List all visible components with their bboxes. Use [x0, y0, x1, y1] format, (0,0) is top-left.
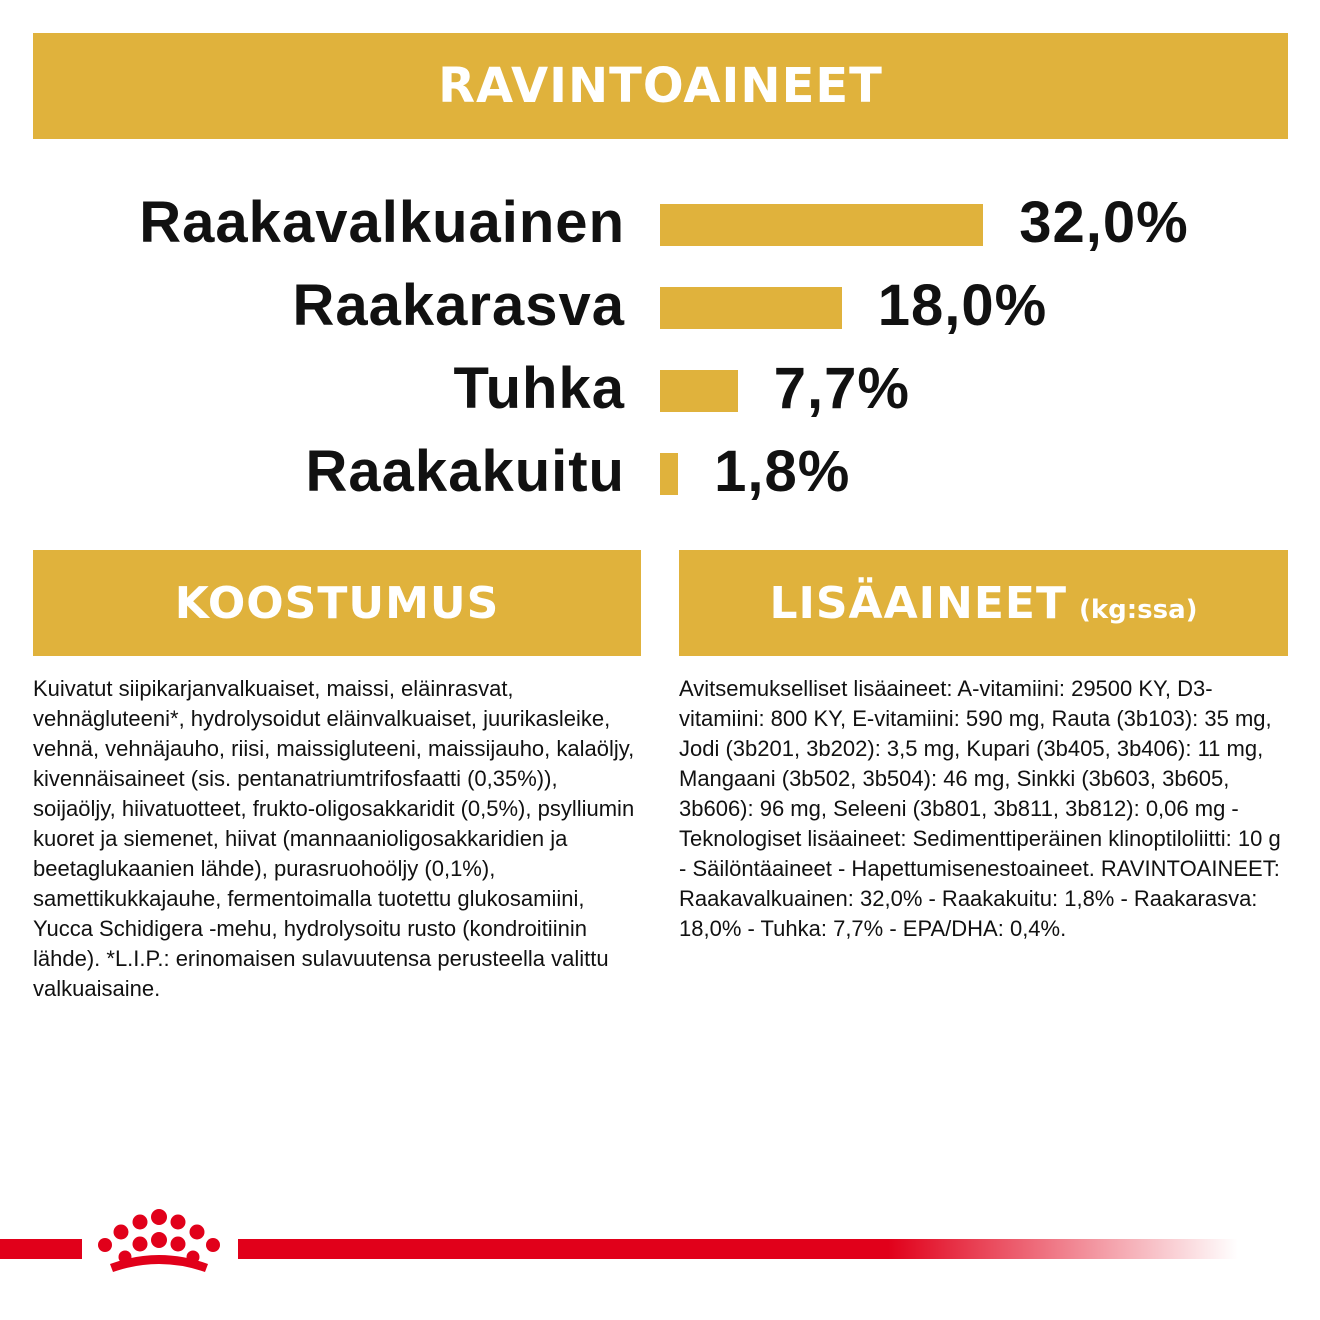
- nutrient-value: 7,7%: [773, 356, 910, 421]
- composition-title: KOOSTUMUS: [174, 577, 500, 629]
- nutrient-value: 18,0%: [877, 273, 1048, 338]
- crown-icon: [88, 1206, 230, 1282]
- nutrient-bar: [660, 370, 738, 412]
- composition-banner: [33, 550, 641, 656]
- nutrient-bar: [660, 204, 983, 246]
- nutrient-label: Raakakuitu: [305, 439, 625, 504]
- nutrient-row: [0, 348, 1320, 430]
- brand-line-right: [238, 1239, 1238, 1259]
- nutrient-label: Raakarasva: [292, 273, 625, 338]
- additives-banner: [679, 550, 1288, 656]
- nutrient-row: [0, 265, 1320, 347]
- composition-text: Kuivatut siipikarjanvalkuaiset, maissi, eläinrasvat, vehnägluteeni*, hydrolysoidut eläinvalkuaiset, juurikasleike, vehnä, vehnäjauho, riisi, maissigluteeni, maissijauho, kalaöljy, kivennäisaineet (sis. pentanatriumtrifosfaatti (0,35%)), soijaöljy, hiivatuotteet, frukto-oligosakkaridit (0,5%), psylliumin kuoret ja siemenet, hiivat (mannaanioligosakkaridien ja beetaglukaanien lähde), purasruohoöljy (0,1%), samettikukkajauhe, fermentoimalla tuotettu glukosamiini, Yucca Schidigera -mehu, hydrolysoitu rusto (kondroitiinin lähde). *L.I.P.: erinomaisen sulavuutensa perusteella valittu valkuaisaine.: [33, 676, 635, 1001]
- nutrients-banner: [33, 33, 1288, 139]
- nutrients-title: RAVINTOAINEET: [438, 58, 883, 114]
- additives-text: Avitsemukselliset lisäaineet: A-vitamiini: 29500 KY, D3-vitamiini: 800 KY, E-vitamiini: 590 mg, Rauta (3b103): 35 mg, Jodi (3b201, 3b202): 3,5 mg, Kupari (3b405, 3b406): 11 mg, Mangaani (3b502, 3b504): 46 mg, Sinkki (3b603, 3b605, 3b606): 96 mg, Seleeni (3b801, 3b811, 3b812): 0,06 mg - Teknologiset lisäaineet: Sedimenttiperäinen klinoptiloliitti: 10 g - Säilöntäaineet - Hapettumisenestoaineet. RAVINTOAINEET: Raakavalkuainen: 32,0% - Raakakuitu: 1,8% - Raakarasva: 18,0% - Tuhka: 7,7% - EPA/DHA: 0,4%.: [679, 676, 1281, 941]
- additives-title-unit: (kg:ssa): [1078, 595, 1198, 625]
- nutrient-label: Tuhka: [453, 356, 625, 421]
- nutrient-value: 32,0%: [1019, 190, 1189, 255]
- brand-line-left: [0, 1239, 82, 1259]
- nutrient-row: [0, 182, 1320, 264]
- nutrient-row: [0, 431, 1320, 513]
- additives-title: LISÄAINEET: [769, 577, 1067, 629]
- nutrient-label: Raakavalkuainen: [139, 190, 625, 255]
- nutrient-bar: [660, 287, 842, 329]
- nutrient-value: 1,8%: [714, 439, 851, 504]
- nutrient-bar: [660, 453, 678, 495]
